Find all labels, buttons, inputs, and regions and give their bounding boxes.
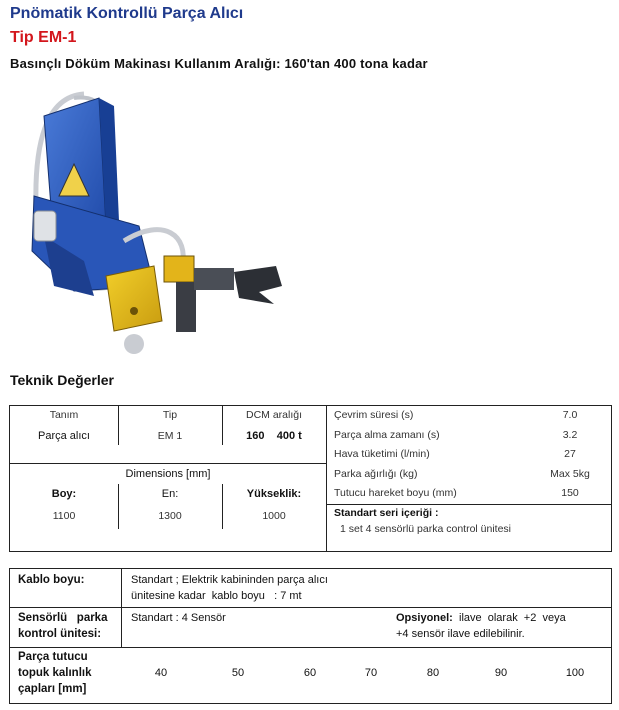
section-title: Teknik Değerler: [10, 372, 115, 388]
spec-row-value: Max 5kg: [550, 468, 590, 480]
sensor-optional-line2: +4 sensör ilave edilebilinir.: [396, 628, 525, 640]
spec-row-label: Parça alma zamanı (s): [334, 429, 440, 441]
spec-value-tip: EM 1: [157, 430, 183, 442]
dim-header-boy: Boy:: [51, 488, 77, 500]
cable-length-line1: Standart ; Elektrik kabininden parça alıcı: [131, 574, 328, 586]
spec-row-label: Çevrim süresi (s): [334, 409, 414, 421]
gripper-diameter-value: 50: [231, 667, 245, 679]
sensor-unit-label-line2: kontrol ünitesi:: [18, 628, 102, 640]
spec-header-tip: Tip: [162, 409, 178, 421]
gripper-diameter-value: 70: [364, 667, 378, 679]
document-subtitle: Tip EM-1: [10, 29, 77, 46]
spec-header-dcm: DCM aralığı: [245, 409, 302, 421]
spec-row-label: Tutucu hareket boyu (mm): [334, 487, 457, 499]
standard-series-text: 1 set 4 sensörlü parka control ünitesi: [340, 523, 512, 535]
dim-value-en: 1300: [158, 510, 182, 522]
dim-header-yukseklik: Yükseklik:: [246, 488, 302, 500]
sensor-unit-label-line1: Sensörlü parka: [18, 612, 108, 624]
dim-header-en: En:: [161, 488, 179, 500]
gripper-diameter-value: 90: [494, 667, 508, 679]
dim-value-boy: 1100: [52, 510, 76, 522]
spec-value-tanim: Parça alıcı: [38, 430, 90, 442]
gripper-diameter-value: 40: [154, 667, 168, 679]
spec-row-label: Parka ağırlığı (kg): [334, 468, 418, 480]
spec-row-value: 3.2: [562, 429, 578, 441]
spec-row-label: Hava tüketimi (l/min): [334, 448, 430, 460]
cable-length-label: Kablo boyu:: [18, 574, 85, 586]
spec-row-value: 27: [564, 448, 576, 460]
product-photo: [14, 86, 294, 358]
gripper-diameter-value: 100: [565, 667, 585, 679]
usage-range-text: Basınçlı Döküm Makinası Kullanım Aralığı: 160'tan 400 tona kadar: [10, 56, 428, 71]
gripper-diameter-value: 80: [426, 667, 440, 679]
sensor-optional-title: Opsiyonel:: [396, 612, 453, 624]
sensor-standard-text: Standart : 4 Sensör: [131, 612, 226, 624]
spec-table: [9, 405, 612, 552]
gripper-label-line3: çapları [mm]: [18, 683, 87, 695]
document-title: Pnömatik Kontrollü Parça Alıcı: [10, 5, 244, 22]
sensor-optional-line1: ilave olarak +2 veya: [459, 612, 566, 624]
standard-series-title: Standart seri içeriği :: [334, 507, 439, 519]
gripper-diameter-value: 60: [303, 667, 317, 679]
spec-value-dcm: 160 400 t: [246, 430, 302, 442]
options-table: [9, 568, 612, 704]
cable-length-line2: ünitesine kadar kablo boyu : 7 mt: [131, 590, 302, 602]
spec-row-value: 150: [561, 487, 579, 499]
gripper-label-line1: Parça tutucu: [18, 651, 88, 663]
dim-value-yukseklik: 1000: [262, 510, 286, 522]
gripper-label-line2: topuk kalınlık: [18, 667, 92, 679]
dimensions-title: Dimensions [mm]: [125, 468, 211, 480]
spec-row-value: 7.0: [562, 409, 578, 421]
spec-header-tanim: Tanım: [49, 409, 79, 421]
